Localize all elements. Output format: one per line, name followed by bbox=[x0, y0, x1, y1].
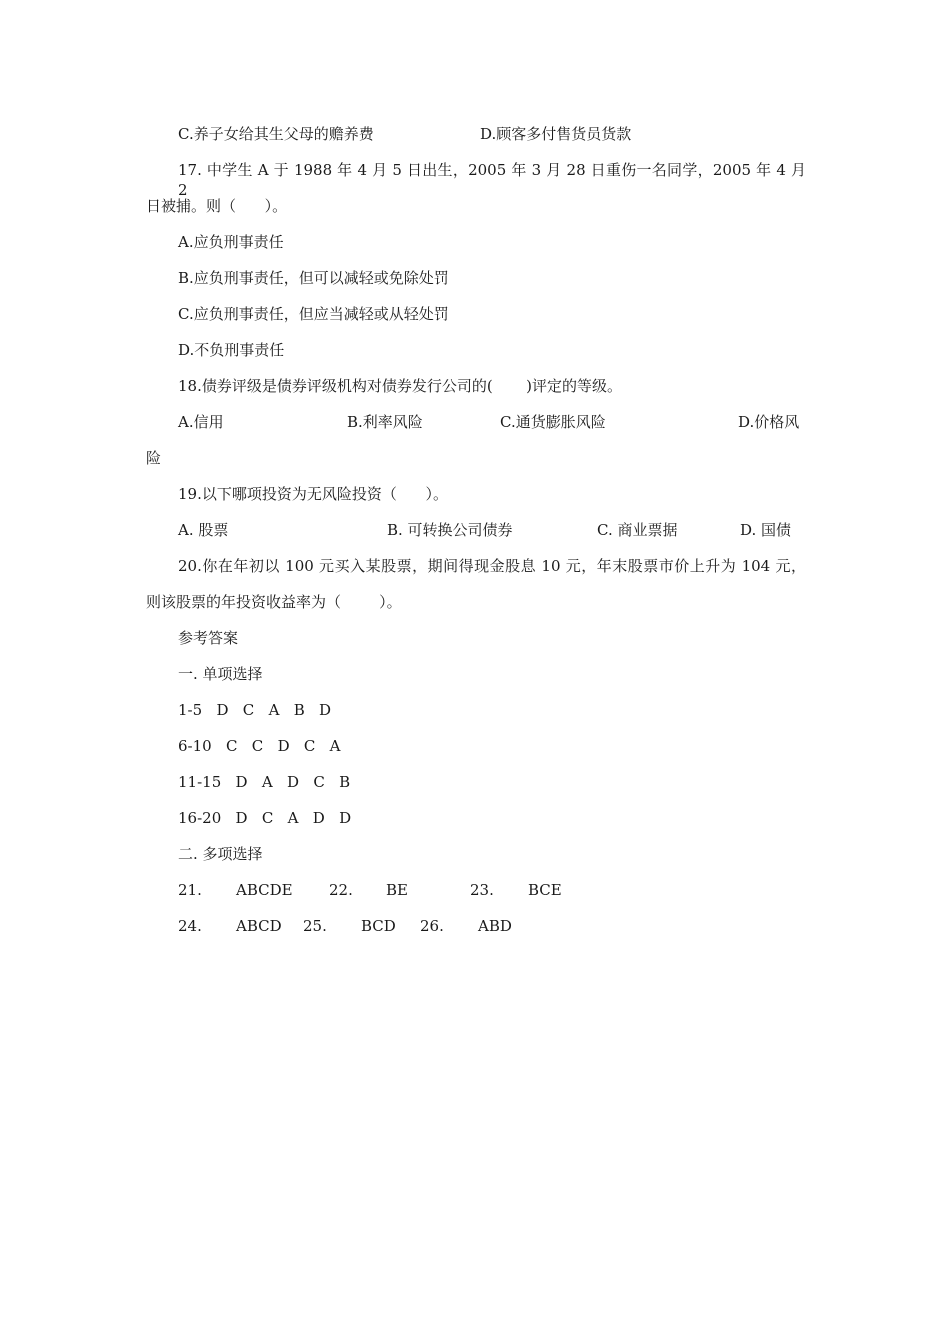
multi-answer-value: ABCD bbox=[236, 917, 282, 935]
q19-stem: 19.以下哪项投资为无风险投资（ ）。 bbox=[178, 485, 448, 503]
multi-answer-value: BCE bbox=[528, 881, 562, 899]
q18-option-a: A.信用 bbox=[178, 413, 224, 431]
q18-option-c: C.通货膨胀风险 bbox=[500, 413, 606, 431]
multi-answer-value: ABCDE bbox=[236, 881, 293, 899]
multi-answer-number: 24. bbox=[178, 917, 202, 935]
multi-answer-value: BE bbox=[386, 881, 408, 899]
q19-option-b: B. 可转换公司债券 bbox=[387, 521, 513, 539]
q17-option-c: C.应负刑事责任，但应当减轻或从轻处罚 bbox=[178, 305, 449, 323]
q16-option-d: D.顾客多付售货员货款 bbox=[480, 125, 632, 143]
q19-option-d: D. 国债 bbox=[740, 521, 792, 539]
single-answer-row: 6-10 C C D C A bbox=[178, 737, 341, 755]
multi-answer-number: 23. bbox=[470, 881, 494, 899]
multi-answer-number: 25. bbox=[303, 917, 327, 935]
multi-answer-number: 22. bbox=[329, 881, 353, 899]
q19-option-c: C. 商业票据 bbox=[597, 521, 678, 539]
single-answer-row: 11-15 D A D C B bbox=[178, 773, 351, 791]
q20-stem-line2: 则该股票的年投资收益率为（ ）。 bbox=[146, 593, 402, 611]
q20-stem-line1: 20.你在年初以 100 元买入某股票，期间得现金股息 10 元，年末股票市价上升为 104 元， bbox=[178, 557, 806, 575]
multi-answer-value: BCD bbox=[361, 917, 396, 935]
multi-answer-number: 21. bbox=[178, 881, 202, 899]
q16-option-c: C.养子女给其生父母的赡养费 bbox=[178, 125, 374, 143]
q17-stem-line1: 17. 中学生 A 于 1988 年 4 月 5 日出生，2005 年 3 月 28 日重伤一名同学，2005 年 4 月 2 bbox=[178, 161, 806, 199]
q17-stem-line2: 日被捕。则（ ）。 bbox=[146, 197, 288, 215]
q17-option-d: D.不负刑事责任 bbox=[178, 341, 285, 359]
q19-option-a: A. 股票 bbox=[178, 521, 229, 539]
single-answer-row: 1-5 D C A B D bbox=[178, 701, 332, 719]
q18-option-d: D.价格风 bbox=[738, 413, 800, 431]
multi-choice-heading: 二. 多项选择 bbox=[178, 845, 263, 863]
q18-option-b: B.利率风险 bbox=[347, 413, 423, 431]
multi-answer-number: 26. bbox=[420, 917, 444, 935]
q18-option-d-wrap: 险 bbox=[146, 449, 162, 467]
single-answer-row: 16-20 D C A D D bbox=[178, 809, 352, 827]
multi-answer-value: ABD bbox=[478, 917, 512, 935]
q18-stem: 18.债券评级是债券评级机构对债券发行公司的( )评定的等级。 bbox=[178, 377, 622, 395]
answers-heading: 参考答案 bbox=[178, 629, 239, 647]
q17-option-b: B.应负刑事责任，但可以减轻或免除处罚 bbox=[178, 269, 449, 287]
single-choice-heading: 一. 单项选择 bbox=[178, 665, 263, 683]
q17-option-a: A.应负刑事责任 bbox=[178, 233, 284, 251]
